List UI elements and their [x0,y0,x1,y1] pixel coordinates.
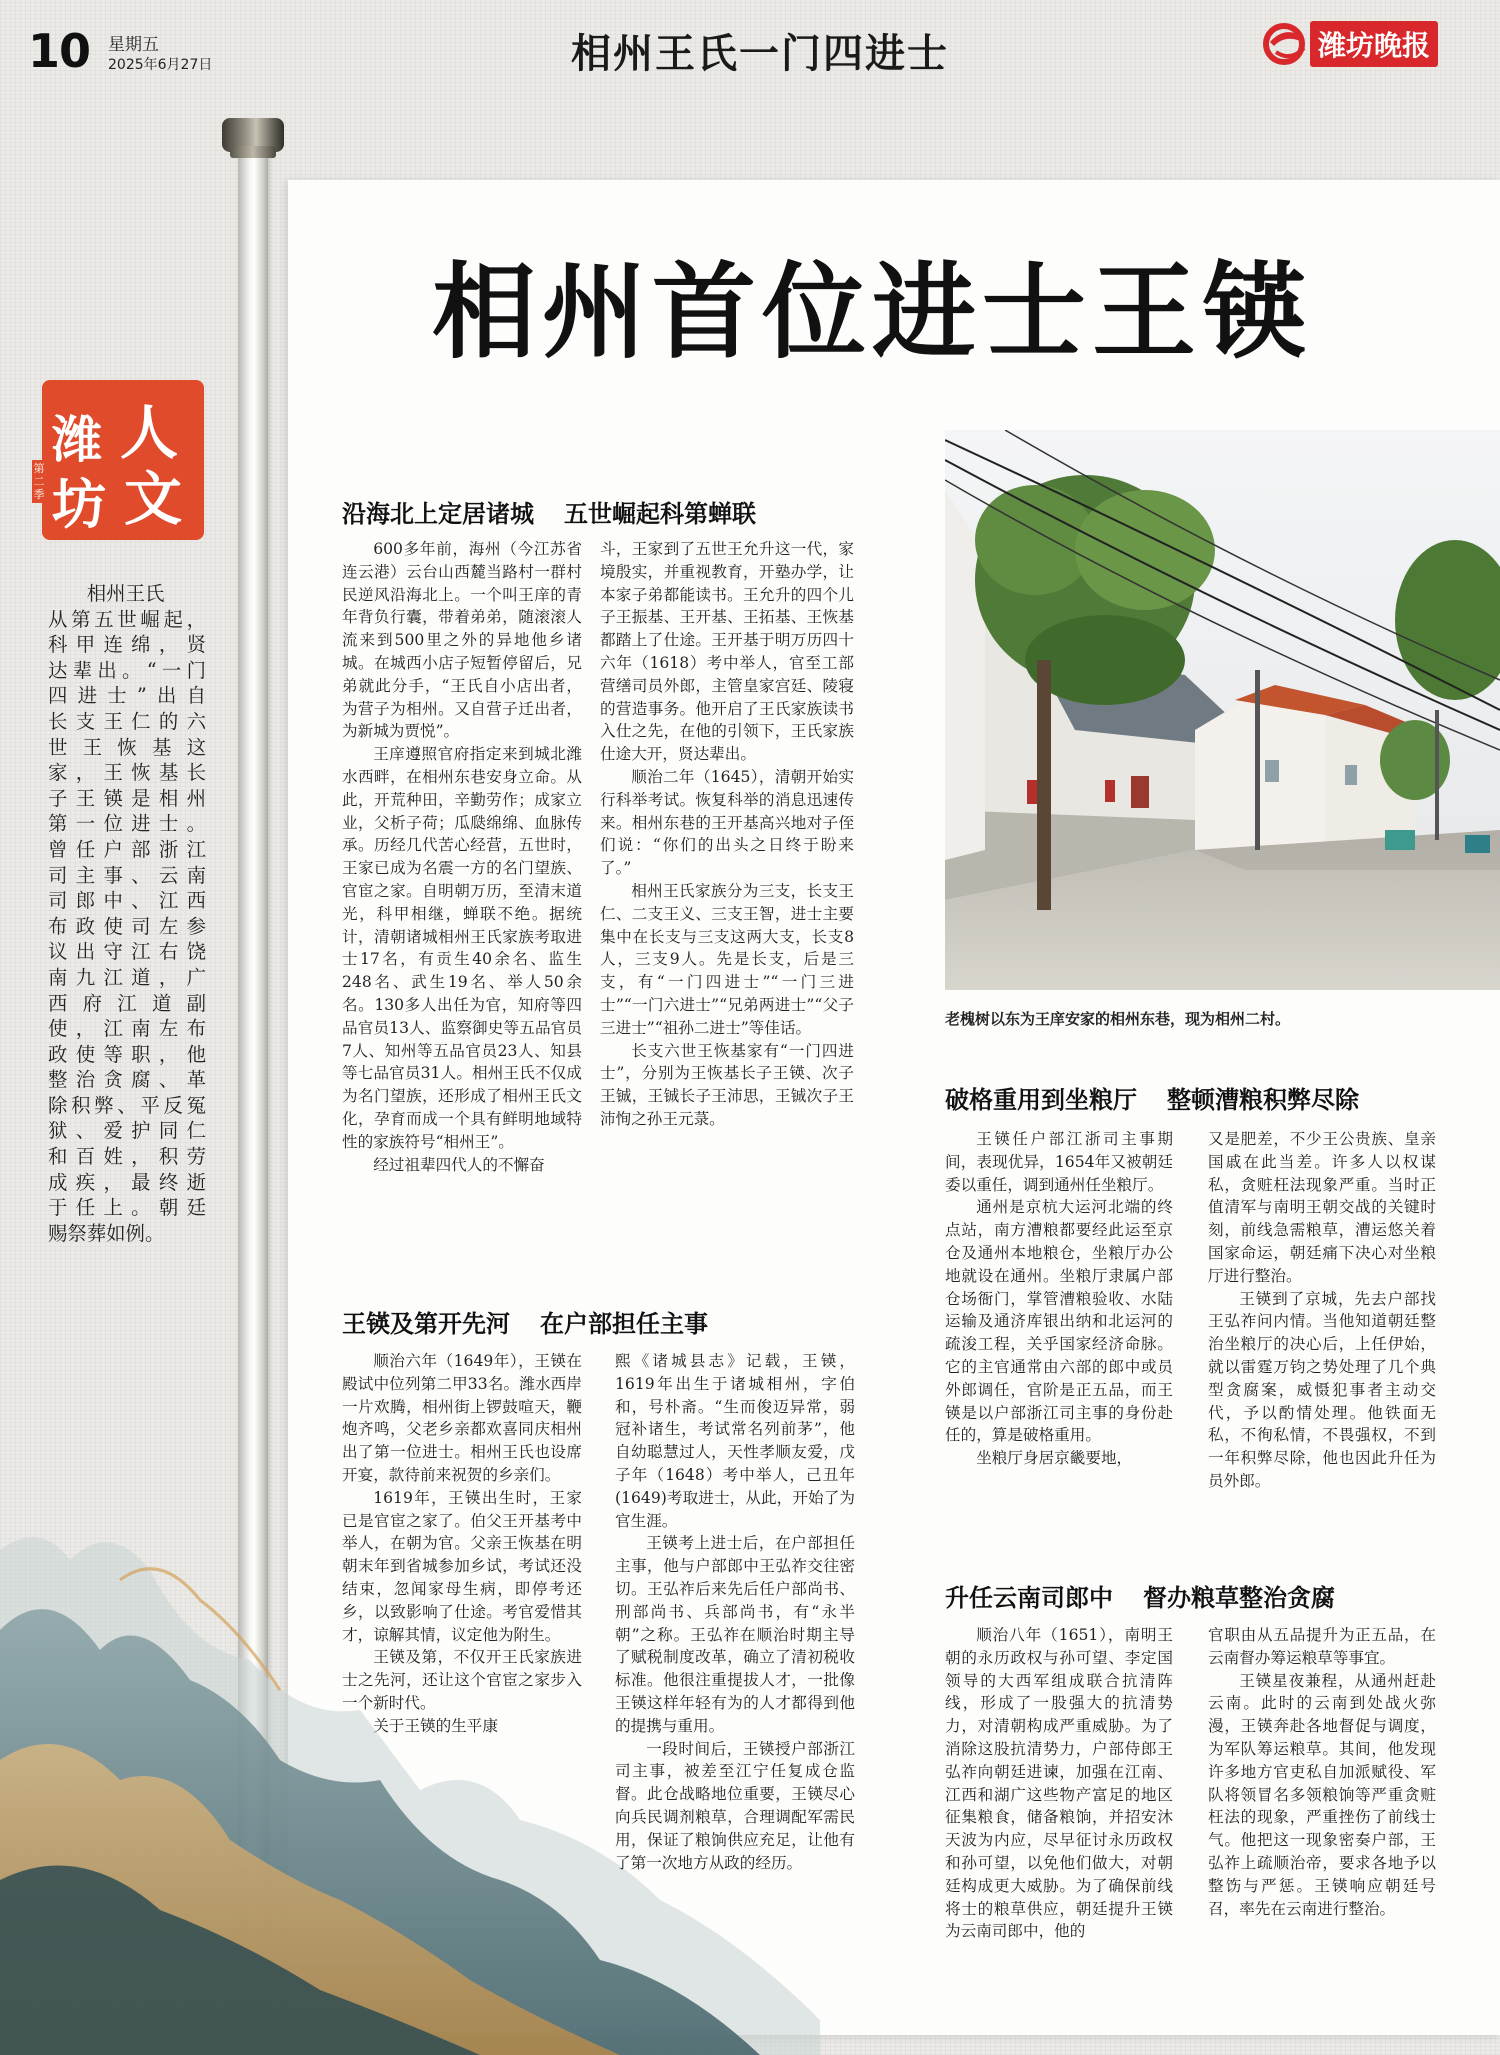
badge-char: 人 [120,399,179,467]
paragraph: 顺治二年（1645），清朝开始实行科举考试。恢复科举的消息迅速传来。相州东巷的王开基高兴地对子侄们说：“你们的出头之日终于盼来了。” [600,767,854,878]
newspaper-logo-icon [1262,22,1308,66]
section-title: 相州王氏一门四进士 [571,31,949,77]
side-intro-line: 和百姓，积劳 [48,1145,206,1169]
section-heading [342,1304,708,1339]
side-intro-line: 议出守江右饶 [48,940,206,964]
paragraph: 600多年前，海州（今江苏省连云港）云台山西麓当路村一群村民逆风沿海北上。一个叫王庠的青年背负行囊，带着弟弟，随滚滚人流来到500里之外的异地他乡诸城。在城西小店子短暂停留后，兄弟就此分手，“王氏自小店出者，为营子为相州。又自营子迁出者，为新城为贾悦”。 [342,540,582,741]
side-intro-line: 除积弊、平反冤 [48,1093,206,1117]
section-heading-a: 升任云南司郎中 [945,1584,1113,1612]
section-heading-b: 整顿漕粮积弊尽除 [1167,1086,1359,1114]
paragraph: 一段时间后，王锳授户部浙江司主事，被差至江宁任复成仓监督。此仓战略地位重要，王锳尽心向兵民调剂粮草，合理调配军需民用，保证了粮饷供应充足，让他有了第一次地方从政的经历。 [615,1739,855,1872]
side-intro-line: 西府江道副 [48,991,206,1015]
section-1-col-1 [342,538,582,1176]
section-heading-a: 沿海北上定居诸城 [342,500,534,528]
paragraph: 顺治八年（1651），南明王朝的永历政权与孙可望、李定国领导的大西军组成联合抗清阵线，形成了一股强大的抗清势力，对清朝构成严重威胁。为了消除这股抗清势力，户部侍郎王弘祚向朝廷进谏，加强在江南、江西和湖广这些物产富足的地区征集粮食，储备粮饷，并招安沐天波为内应，尽早征讨永历政权和孙可望，以免他们做大，对朝廷构成更大威胁。为了确保前线将士的粮草供应，朝廷提升王锳为云南司郎中，他的 [945,1626,1173,1941]
section-2-col-2 [615,1350,855,1874]
main-title: 相州首位进士王锳 [432,251,1313,373]
side-intro-line: 成疾，最终逝 [48,1170,206,1194]
page-number: 10 [28,24,91,78]
side-intro-line: 布政使司左参 [48,914,206,938]
paragraph: 王锳及第，不仅开王氏家族进士之先河，还让这个官宦之家步入一个新时代。 [342,1648,582,1712]
street-photo [945,430,1500,990]
paragraph: 王锳到了京城，先去户部找王弘祚问内情。当他知道朝廷整治坐粮厅的决心后，上任伊始，就以雷霆万钧之势处理了几个典型贪腐案，威慑犯事者主动交代，予以酌情处理。他铁面无私，不徇私情，不畏强权，不到一年积弊尽除，他也因此升任为员外郎。 [1208,1289,1436,1490]
newspaper-logo [1262,22,1438,66]
paragraph: 官职由从五品提升为正五品，在云南督办筹运粮草等事宜。 [1208,1626,1436,1667]
side-intro-line: 司主事、云南 [48,863,206,887]
paragraph: 熙《诸城县志》记载，王锳，1619年出生于诸城相州，字伯和，号朴斋。“生而俊迈异常，弱冠补诸生，考试常名列前茅”，他自幼聪慧过人，天性孝顺友爱，戊子年（1648）考中举人，己丑年(1649)考取进士，从此，开始了为官生涯。 [615,1352,855,1530]
section-3-col-1 [945,1128,1173,1470]
badge-char: 潍 [52,410,102,469]
side-intro-line: 从第五世崛起， [48,607,206,631]
side-intro-line: 使，江南左布 [48,1017,206,1041]
paragraph: 王锳考上进士后，在户部担任主事，他与户部郎中王弘祚交往密切。王弘祚后来先后任户部尚书、刑部尚书、兵部尚书，有“永半朝”之称。王弘祚在顺治时期主导了赋税制度改革，确立了清初税收标准。他很注重提拔人才，一批像王锳这样年轻有为的人才都得到他的提携与重用。 [615,1534,855,1735]
photo-caption: 老槐树以东为王庠安家的相州东巷，现为相州二村。 [945,1010,1291,1028]
section-2-col-1 [342,1350,582,1738]
paragraph: 通州是京杭大运河北端的终点站，南方漕粮都要经此运至京仓及通州本地粮仓，坐粮厅办公地就设在通州。坐粮厅隶属户部仓场衙门，掌管漕粮验收、水陆运输及通济库银出纳和北运河的疏浚工程，关乎国家经济命脉。它的主官通常由六部的郎中或员外郎调任，官阶是正五品，而王锳是以户部浙江司主事的身份赴任的，算是破格重用。 [945,1198,1173,1445]
section-heading-a: 王锳及第开先河 [342,1310,510,1338]
paragraph: 又是肥差，不少王公贵族、皇亲国戚在此当差。许多人以权谋私，贪赃枉法现象严重。当时正值清军与南明王朝交战的关键时刻，前线急需粮草，漕运悠关着国家命运，朝廷痛下决心对坐粮厅进行整治。 [1208,1130,1436,1285]
badge-char: 坊 [52,472,106,536]
badge-season: 第二季 [33,462,45,501]
paragraph: 王锳任户部江浙司主事期间，表现优异，1654年又被朝廷委以重任，调到通州任坐粮厅。 [945,1130,1173,1194]
side-intro-line: 相州王氏 [86,582,165,605]
side-intro-line: 狱、爱护同仁 [48,1119,206,1143]
paragraph: 坐粮厅身居京畿要地， [976,1449,1133,1468]
paragraph: 经过祖辈四代人的不懈奋 [373,1155,545,1174]
side-intro-line: 家，王恢基长 [48,761,206,785]
section-4-col-2 [1208,1624,1436,1920]
section-heading-b: 督办粮草整治贪腐 [1143,1584,1335,1612]
section-heading [945,1080,1359,1115]
paragraph: 长支六世王恢基家有“一门四进士”，分别为王恢基长子王锳、次子王铖，王铖长子王沛思，王铖次子王沛恂之孙王元菉。 [600,1041,854,1128]
weekday: 星期五 [108,35,159,55]
section-heading [342,494,756,529]
side-intro-line: 世王恢基这 [48,735,206,759]
side-intro-line: 于任上。朝廷 [48,1196,206,1220]
side-intro-line: 政使等职，他 [48,1042,206,1066]
side-intro-line: 南九江道，广 [48,965,206,989]
section-heading [945,1578,1335,1613]
scroll-rod-ring [230,146,276,158]
side-intro-line: 曾任户部浙江 [48,837,206,861]
paragraph: 关于王锳的生平康 [373,1716,498,1735]
paragraph: 1619年，王锳出生时，王家已是官宦之家了。伯父王开基考中举人，在朝为官。父亲王恢基在明朝末年到省城参加乡试，考试还没结束，忽闻家母生病，即停考还乡，以致影响了仕途。考官爱惜其才，谅解其情，议定他为附生。 [342,1488,582,1644]
side-intro-line: 第一位进士。 [48,812,206,836]
section-heading-b: 在户部担任主事 [540,1310,708,1338]
section-heading-a: 破格重用到坐粮厅 [945,1086,1137,1114]
side-intro [48,582,206,1247]
side-intro-line: 子王锳是相州 [48,786,206,810]
side-intro-line: 长支王仁的六 [48,709,206,733]
paragraph: 王庠遵照官府指定来到城北潍水西畔，在相州东巷安身立命。从此，开荒种田，辛勤劳作；成家立业，父析子荷；瓜瓞绵绵、血脉传承。历经几代苦心经营，五世时，王家已成为名震一方的名门望族、官宦之家。自明朝万历，至清末道光，科甲相继，蝉联不绝。据统计，清朝诸城相州王氏家族考取进士17名，有贡生40余名、监生248名、武生19名、举人50余名。130多人出任为官，知府等四品官员13人、监察御史等五品官员7人、知州等五品官员23人、知县等七品官员31人。相州王氏不仅成为名门望族，还形成了相州王氏文化，孕育而成一个具有鲜明地域特性的家族符号“相州王”。 [342,745,582,1151]
side-intro-line: 司郎中、江西 [48,889,206,913]
side-intro-line: 达辈出。“一门 [48,658,206,682]
issue-date: 2025年6月27日 [108,57,213,73]
section-heading-b: 五世崛起科第蝉联 [564,500,756,528]
side-intro-line: 四进士”出自 [48,684,206,708]
section-1-col-2 [600,538,854,1131]
paragraph: 顺治六年（1649年），王锳在殿试中位列第二甲33名。潍水西岸一片欢腾，相州街上锣鼓喧天，鞭炮齐鸣，父老乡亲都欢喜同庆相州出了第一位进士。相州王氏也设席开宴，款待前来祝贺的乡亲们。 [342,1352,582,1484]
paragraph: 斗，王家到了五世王允升这一代，家境殷实，并重视教育，开塾办学，让本家子弟都能读书。王允升的四个儿子王振基、王开基、王拓基、王恢基都踏上了仕途。王开基于明万历四十六年（1618）考中举人，官至工部营缮司员外郎，主管皇家宫廷、陵寝的营造事务。他开启了王氏家族读书入仕之先，在他的引领下，王氏家族仕途大开，贤达辈出。 [600,540,854,764]
side-intro-line: 科甲连绵，贤 [48,633,206,657]
section-3-col-2 [1208,1128,1436,1493]
paragraph: 相州王氏家族分为三支，长支王仁、二支王义、三支王智，进士主要集中在长支与三支这两大支，长支8人，三支9人。先是长支，后是三支，有“一门四进士”“一门三进士”“一门六进士”“兄弟两进士”“父子三进士”“祖孙二进士”等佳话。 [600,881,854,1037]
column-badge [42,380,204,540]
side-intro-line: 整治贪腐、革 [48,1068,206,1092]
paragraph: 王锳星夜兼程，从通州赶赴云南。此时的云南到处战火弥漫，王锳奔赴各地督促与调度，为军队筹运粮草。其间，他发现许多地方官吏私自加派赋役、军队将领冒名多领粮饷等严重贪赃枉法的现象，严重挫伤了前线士气。他把这一现象密奏户部，王弘祚上疏顺治帝，要求各地予以整饬与严惩。王锳响应朝廷号召，率先在云南进行整治。 [1208,1671,1436,1918]
side-intro-line: 赐祭葬如例。 [48,1221,165,1245]
badge-char: 文 [124,465,183,533]
section-4-col-1 [945,1624,1173,1943]
newspaper-name: 潍坊晚报 [1310,21,1438,67]
